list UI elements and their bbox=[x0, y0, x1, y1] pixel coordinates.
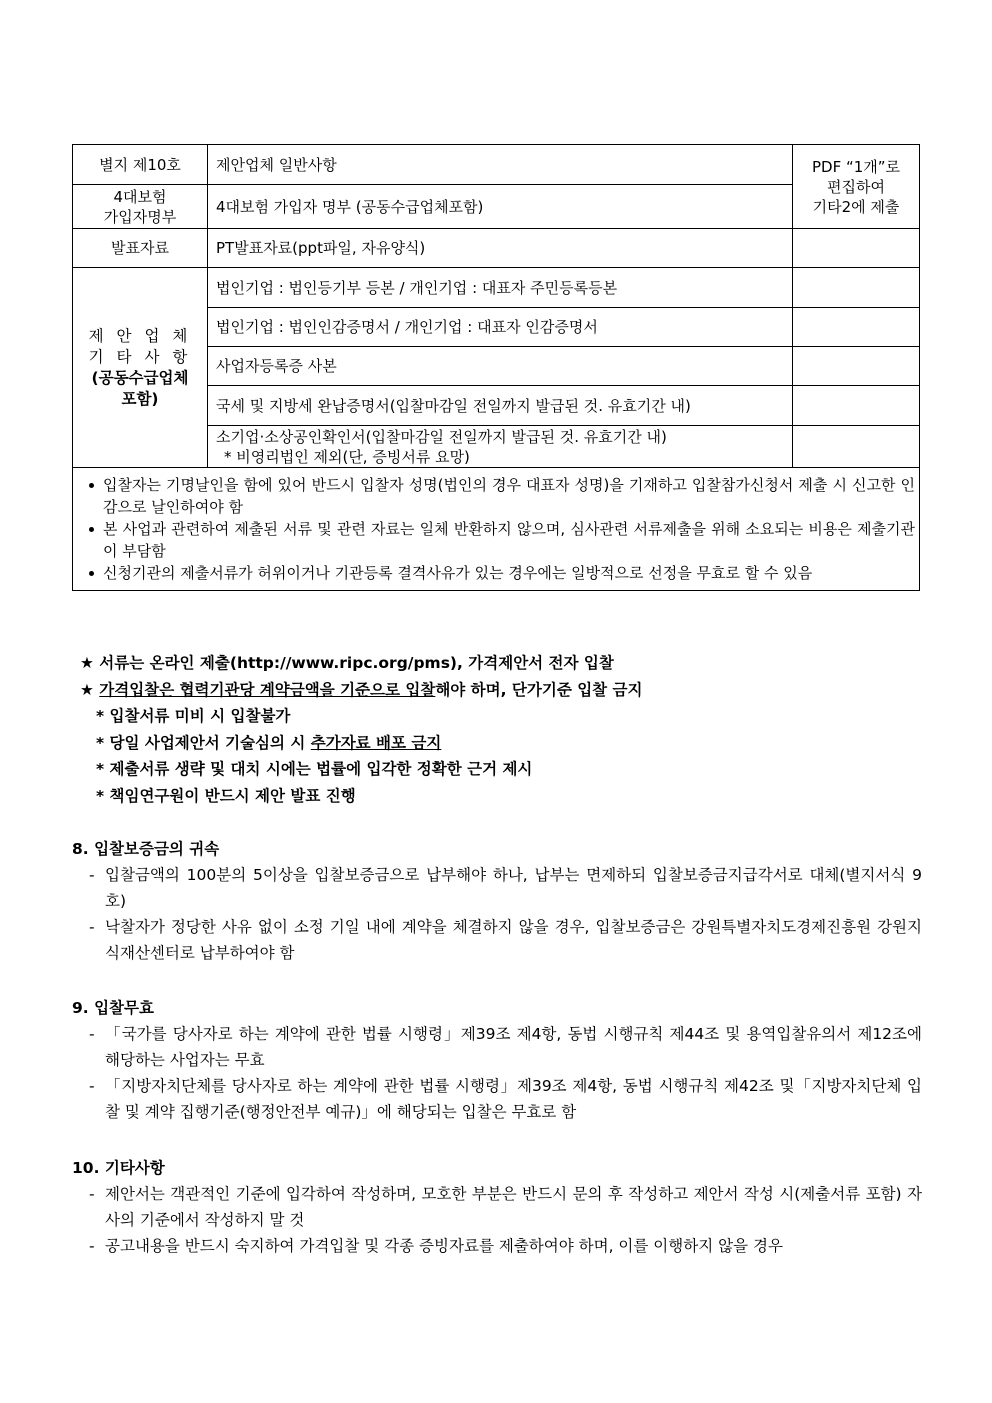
underlined-text: 추가자료 배포 금지 bbox=[310, 733, 442, 752]
table-row-content: 제안업체 일반사항 bbox=[208, 145, 793, 185]
sub-notice: * 제출서류 생략 및 대치 시에는 법률에 입각한 정확한 근거 제시 bbox=[96, 760, 533, 779]
pdf-note-line: PDF “1개”로 bbox=[811, 157, 901, 176]
table-row-content: PT발표자료(ppt파일, 자유양식) bbox=[208, 229, 793, 268]
section-label-cell bbox=[73, 268, 208, 468]
table-row-content: 법인기업 : 법인인감증명서 / 개인기업 : 대표자 인감증명서 bbox=[208, 308, 793, 347]
section-title: 8. 입찰보증금의 귀속 bbox=[72, 840, 220, 858]
star-line: ★ 가격입찰은 협력기관당 계약금액을 기준으로 입찰해야 하며, 단가기준 입찰 금지 bbox=[80, 680, 643, 699]
pdf-note-cell bbox=[793, 145, 920, 229]
section-label-line: (공동수급업체 bbox=[91, 368, 189, 387]
sub-notice: * 입찰서류 미비 시 입찰불가 bbox=[96, 707, 291, 726]
note-item: 입찰자는 기명날인을 함에 있어 반드시 입찰자 성명(법인의 경우 대표자 성명)을 기재하고 입찰참가신청서 제출 시 신고한 인감으로 날인하여야 함 bbox=[81, 474, 915, 518]
submission-documents-table bbox=[72, 144, 920, 591]
list-item: - 제안서는 객관적인 기준에 입각하여 작성하며, 모호한 부분은 반드시 문의 후 작성하고 제안서 작성 시(제출서류 포함) 자사의 기준에서 작성하지 말 것 bbox=[89, 1185, 922, 1229]
section-title: 9. 입찰무효 bbox=[72, 999, 154, 1017]
section-label-line: 제 안 업 체 bbox=[88, 326, 192, 345]
table-row-label: 별지 제10호 bbox=[73, 145, 208, 185]
star-line: ★ 서류는 온라인 제출(http://www.ripc.org/pms), 가격제안서 전자 입찰 bbox=[80, 654, 614, 672]
empty-cell bbox=[793, 229, 920, 268]
notes-cell bbox=[73, 468, 920, 591]
table-row-content: 4대보험 가입자 명부 (공동수급업체포함) bbox=[208, 185, 793, 229]
note-item: 본 사업과 관련하여 제출된 서류 및 관련 자료는 일체 반환하지 않으며, 심사관련 서류제출을 위해 소요되는 비용은 제출기관이 부담함 bbox=[81, 518, 915, 562]
list-item: - 입찰금액의 100분의 5이상을 입찰보증금으로 납부해야 하나, 납부는 면제하되 입찰보증금지급각서로 대체(별지서식 9호) bbox=[89, 866, 922, 910]
section-title: 10. 기타사항 bbox=[72, 1159, 165, 1177]
section-etc bbox=[72, 1155, 922, 1259]
sub-notice: * 당일 사업제안서 기술심의 시 추가자료 배포 금지 bbox=[96, 733, 442, 752]
table-row-content: 사업자등록증 사본 bbox=[208, 347, 793, 386]
list-item: - 「지방자치단체를 당사자로 하는 계약에 관한 법률 시행령」제39조 제4항, 동법 시행규칙 제42조 및「지방자치단체 입찰 및 계약 집행기준(행정안전부 예규)」에 해당되는 입찰은 무효로 함 bbox=[89, 1077, 922, 1121]
star-notices bbox=[80, 650, 642, 810]
table-row-label: 4대보험 가입자명부 bbox=[73, 185, 208, 229]
empty-cell bbox=[793, 308, 920, 347]
table-row-content: 국세 및 지방세 완납증명서(입찰마감일 전일까지 발급된 것. 유효기간 내) bbox=[208, 386, 793, 426]
section-bid-invalid bbox=[72, 995, 922, 1125]
list-item: - 「국가를 당사자로 하는 계약에 관한 법률 시행령」제39조 제4항, 동법 시행규칙 제44조 및 용역입찰유의서 제12조에 해당하는 사업자는 무효 bbox=[89, 1025, 922, 1069]
sub-notice: * 책임연구원이 반드시 제안 발표 진행 bbox=[96, 786, 356, 805]
list-item: - 낙찰자가 정당한 사유 없이 소정 기일 내에 계약을 체결하지 않을 경우, 입찰보증금은 강원특별자치도경제진흥원 강원지식재산센터로 납부하여야 함 bbox=[89, 918, 922, 962]
section-label-line: 포함) bbox=[121, 389, 159, 408]
empty-cell bbox=[793, 386, 920, 426]
table-row-content: 법인기업 : 법인등기부 등본 / 개인기업 : 대표자 주민등록등본 bbox=[208, 268, 793, 308]
table-row-content: 소기업·소상공인확인서(입찰마감일 전일까지 발급된 것. 유효기간 내) * 비영리법인 제외(단, 증빙서류 요망) bbox=[208, 426, 793, 468]
note-item: 신청기관의 제출서류가 허위이거나 기관등록 결격사유가 있는 경우에는 일방적으로 선정을 무효로 할 수 있음 bbox=[81, 562, 915, 584]
empty-cell bbox=[793, 347, 920, 386]
table-row-label: 발표자료 bbox=[73, 229, 208, 268]
section-bid-deposit bbox=[72, 836, 922, 966]
empty-cell bbox=[793, 268, 920, 308]
list-item: - 공고내용을 반드시 숙지하여 가격입찰 및 각종 증빙자료를 제출하여야 하며, 이를 이행하지 않을 경우 bbox=[89, 1237, 783, 1255]
empty-cell bbox=[793, 426, 920, 468]
underlined-text: 가격입찰은 협력기관당 계약금액을 기준으로 입찰 bbox=[99, 680, 436, 699]
pdf-note-line: 편집하여 bbox=[827, 177, 885, 196]
pdf-note-line: 기타2에 제출 bbox=[812, 197, 900, 216]
section-label-line: 기 타 사 항 bbox=[88, 347, 192, 366]
